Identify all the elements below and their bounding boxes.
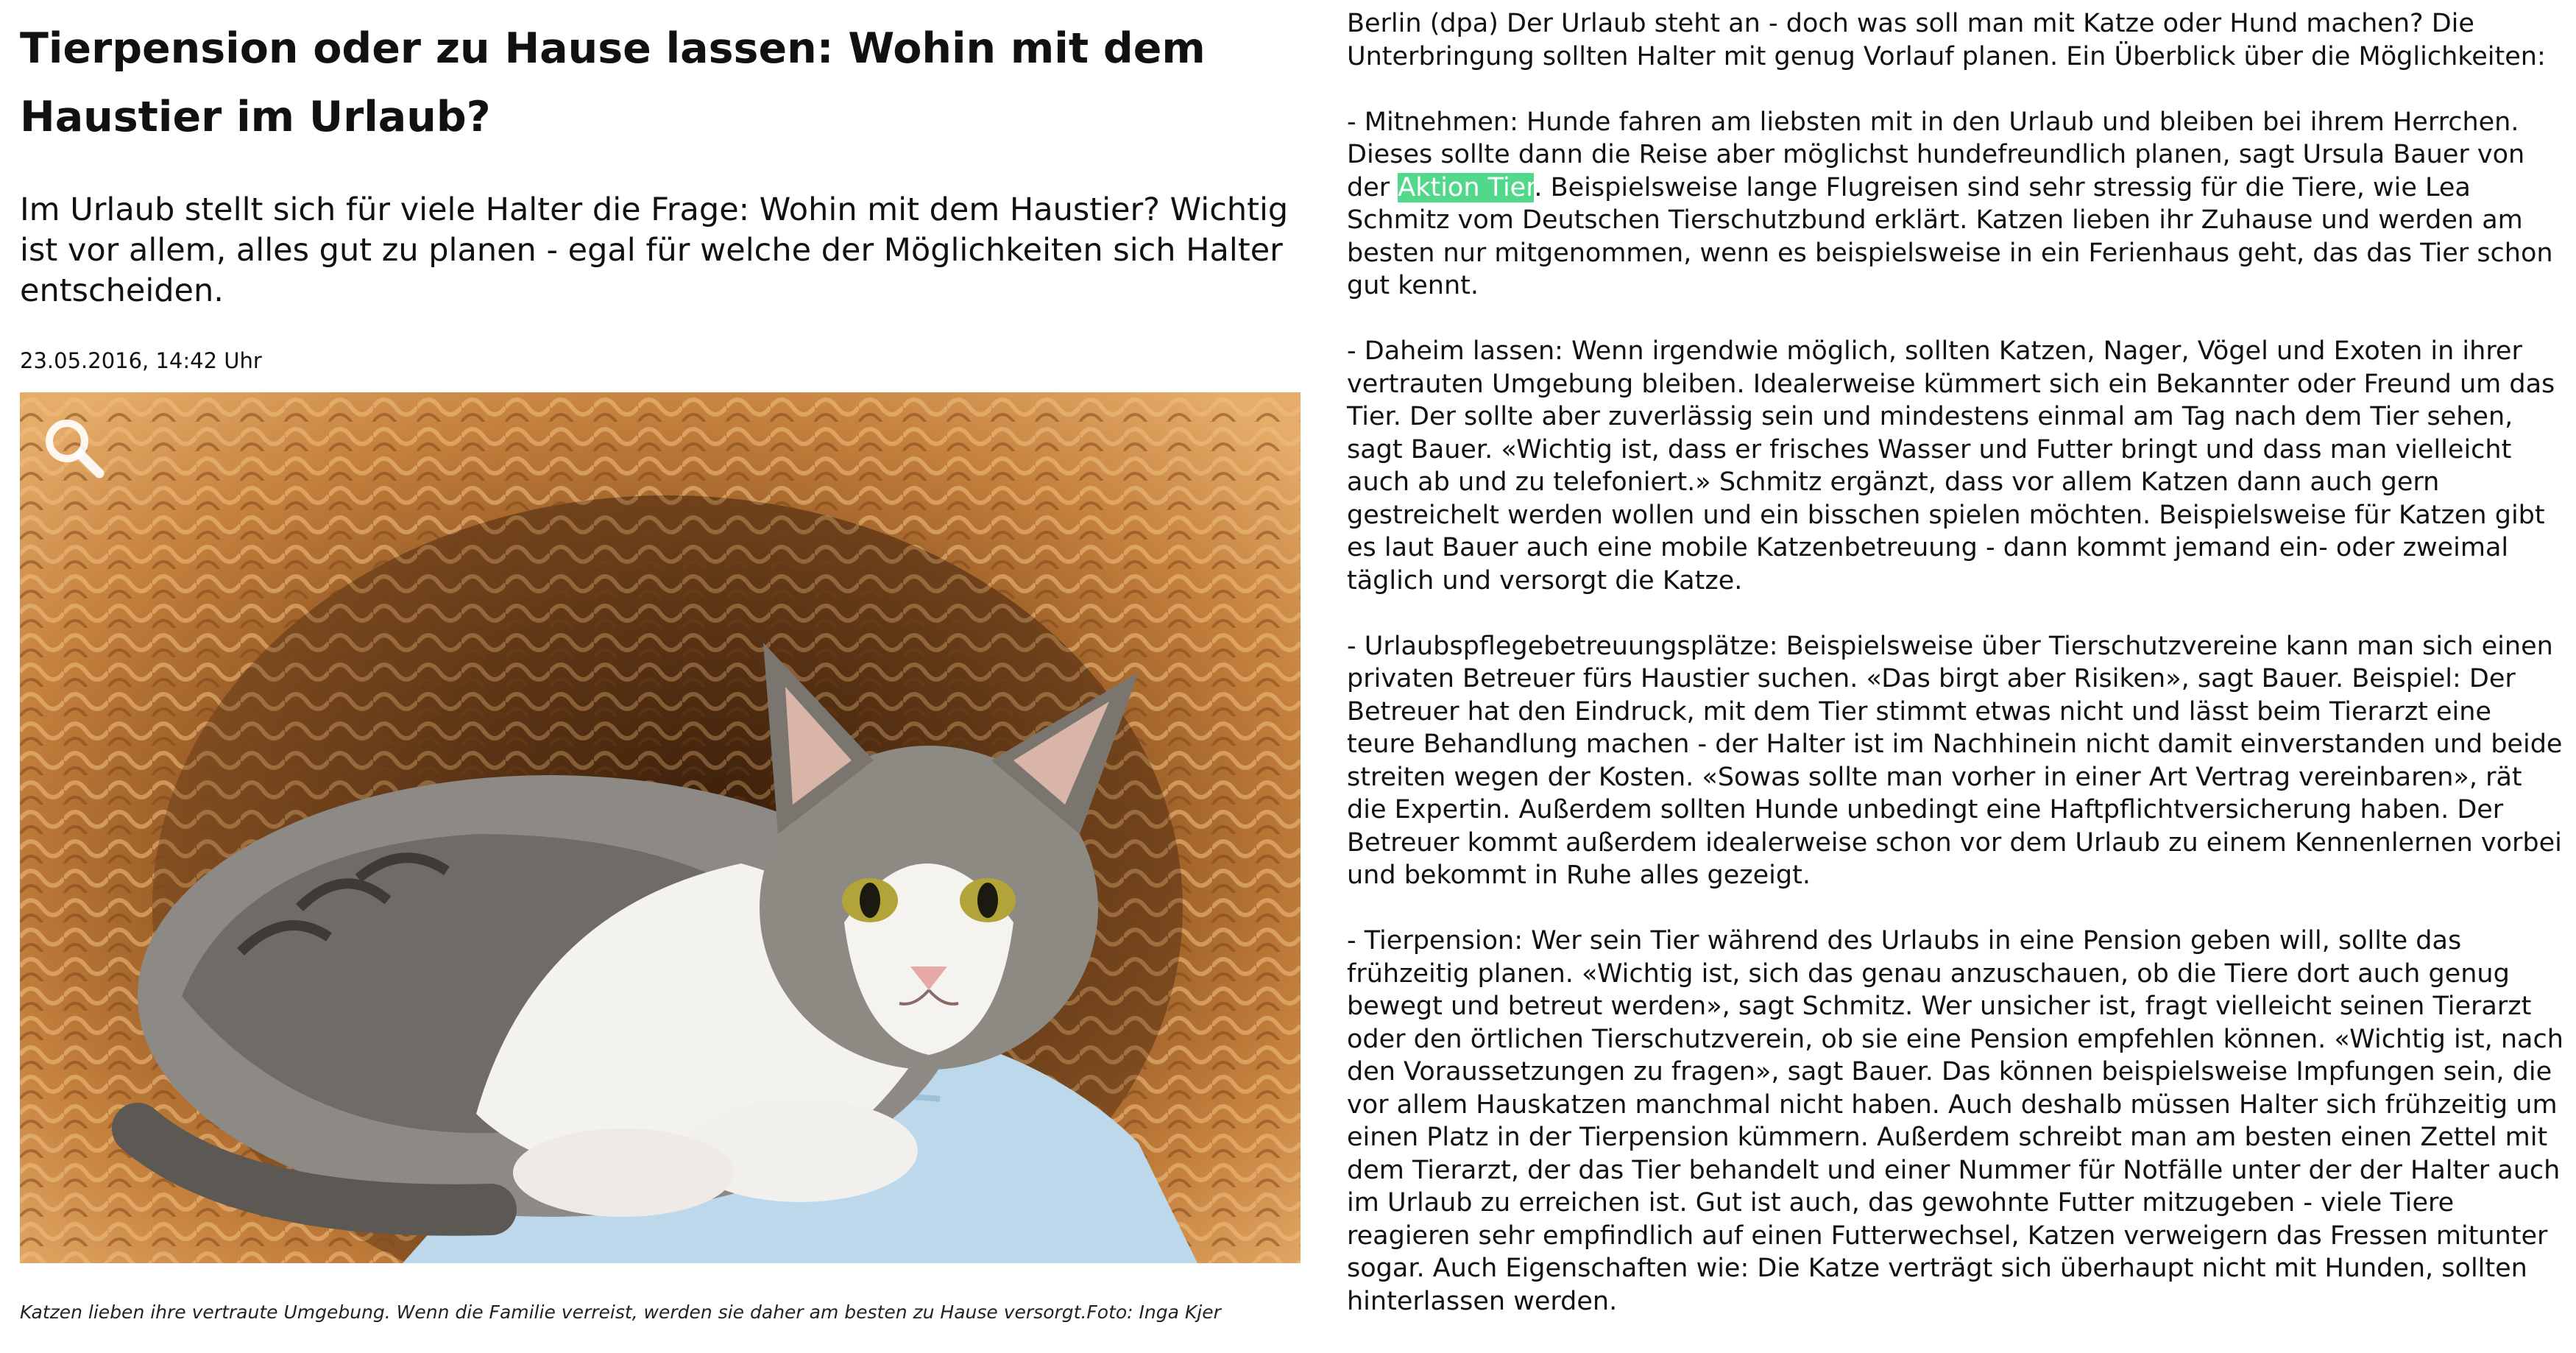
body-paragraph-urlaubspflege: - Urlaubspflegebetreuungsplätze: Beispielsweise über Tierschutzvereine kann man sich einen privaten Betreuer fürs Haustier suchen. «Das birgt aber Risiken», sagt Bauer. Beispiel: Der Betreuer hat den Eindruck, mit dem Tier stimmt etwas nicht und lässt beim Tierarzt eine teure Behandlung machen - der Halter ist im Nachhinein nicht damit einverstanden und beide streiten wegen der Kosten. «Sowas sollte man vorher in einer Art Vertrag vereinbaren», rät die Expertin. Außerdem sollten Hunde unbedingt eine Haftpflichtversicherung haben. Der Betreuer kommt außerdem idealerweise schon vor dem Urlaub zu einem Kennenlernen vorbei und bekommt in Ruhe alles gezeigt. [1347, 631, 2563, 890]
cat-photo-illustration [20, 392, 1301, 1263]
body-text: - Mitnehmen: Hunde fahren am liebsten mit in den Urlaub und bleiben bei ihrem Herrchen. Dieses sollte dann die Reise aber möglichst hundefreundlich planen, sagt Ursula Bauer von der [1347, 107, 2525, 202]
article-teaser: Im Urlaub stellt sich für viele Halter die Frage: Wohin mit dem Haustier? Wichtig ist vor allem, alles gut zu planen - egal für welche der Möglichkeiten sich Halter entscheiden. [20, 191, 1289, 309]
body-text: . Beispielsweise lange Flugreisen sind sehr stressig für die Tiere, wie Lea Schmitz vom Deutschen Tierschutzbund erklärt. Katzen lieben ihr Zuhause und werden am besten nur mitgenommen, wenn es beispielsweise in ein Ferienhaus geht, das das Tier schon gut kennt. [1347, 172, 2553, 300]
magnifier-icon[interactable] [40, 414, 107, 481]
article-date: 23.05.2016, 14:42 Uhr [20, 348, 262, 373]
aktion-tier-link[interactable]: Aktion Tier [1398, 172, 1535, 202]
body-intro: Berlin (dpa) Der Urlaub steht an - doch was soll man mit Katze oder Hund machen? Die Unterbringung sollten Halter mit genug Vorlauf planen. Ein Überblick über die Möglichkeiten: [1347, 9, 2546, 71]
body-paragraph-tierpension: - Tierpension: Wer sein Tier während des Urlaubs in eine Pension geben will, sollte das frühzeitig planen. «Wichtig ist, sich das genau anzuschauen, ob die Tiere dort auch genug bewegt und betreut werden», sagt Schmitz. Wer unsicher ist, fragt vielleicht seinen Tierarzt oder den örtlichen Tierschutzverein, ob sie eine Pension empfehlen können. «Wichtig ist, nach den Voraussetzungen zu fragen», sagt Bauer. Das können beispielsweise Impfungen sein, die vor allem Hauskatzen manchmal nicht haben. Auch deshalb müssen Halter sich frühzeitig um einen Platz in der Tierpension kümmern. Außerdem schreibt man am besten einen Zettel mit dem Tierarzt, der das Tier behandelt und einer Nummer für Notfälle unter der der Halter auch im Urlaub zu erreichen ist. Gut ist auch, das gewohnte Futter mitzugeben - viele Tiere reagieren sehr empfindlich auf einen Futterwechsel, Katzen verweigern das Fressen mitunter sogar. Auch Eigenschaften wie: Die Katze verträgt sich überhaupt nicht mit Hunden, sollten hinterlassen werden. [1347, 926, 2563, 1316]
article-header-column [20, 0, 1315, 1323]
image-caption: Katzen lieben ihre vertraute Umgebung. Wenn die Familie verreist, werden sie daher am besten zu Hause versorgt.Foto: Inga Kjer [20, 1301, 1221, 1323]
body-paragraph-daheim-lassen: - Daheim lassen: Wenn irgendwie möglich, sollten Katzen, Nager, Vögel und Exoten in ihrer vertrauten Umgebung bleiben. Idealerweise kümmert sich ein Bekannter oder Freund um das Tier. Der sollte aber zuverlässig sein und mindestens einmal am Tag nach dem Tier sehen, sagt Bauer. «Wichtig ist, dass er frisches Wasser und Futter bringt und dass man vielleicht auch ab und zu telefoniert.» Schmitz ergänzt, dass vor allem Katzen dann auch gern gestreichelt werden wollen und ein bisschen spielen möchten. Beispielsweise für Katzen gibt es laut Bauer auch eine mobile Katzenbetreuung - dann kommt jemand ein- oder zweimal täglich und versorgt die Katze. [1347, 336, 2555, 596]
article-photo-cat-in-basket[interactable] [20, 392, 1301, 1263]
article-headline: Tierpension oder zu Hause lassen: Wohin mit dem Haustier im Urlaub? [20, 24, 1206, 141]
article-body-column [1347, 7, 2565, 1351]
body-paragraph-mitnehmen [1347, 106, 2565, 303]
